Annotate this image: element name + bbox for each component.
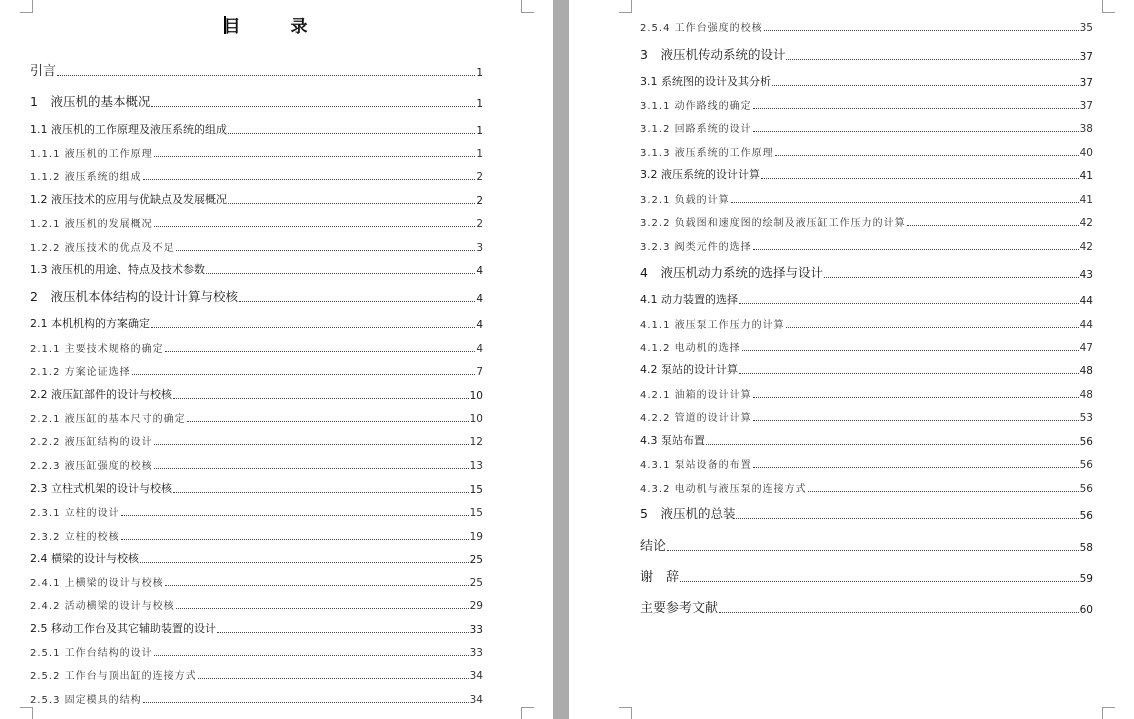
- toc-entry[interactable]: [30, 315, 483, 331]
- dot-leader: [143, 179, 476, 180]
- toc-entry[interactable]: [640, 18, 1093, 34]
- dot-leader: [121, 515, 469, 516]
- toc-entry-title: 2.5 移动工作台及其它辅助装置的设计: [30, 622, 216, 635]
- dot-leader: [132, 374, 476, 375]
- toc-entry[interactable]: [640, 506, 1093, 522]
- dot-leader: [731, 202, 1079, 203]
- dot-leader: [154, 156, 476, 157]
- toc-entry-title: 3.1 系统图的设计及其分析: [640, 75, 771, 88]
- toc-entry[interactable]: [640, 166, 1093, 182]
- toc-entry-title: 3.1.3 液压系统的工作原理: [640, 148, 774, 159]
- toc-entry[interactable]: [30, 386, 483, 402]
- dot-leader: [739, 373, 1079, 374]
- toc-entry[interactable]: [640, 190, 1093, 206]
- toc-entry-title: 3.1.1 动作路线的确定: [640, 101, 752, 112]
- toc-page-number: 37: [1079, 77, 1093, 89]
- toc-entry-title: 2.5.3 固定模具的结构: [30, 695, 142, 706]
- toc-page-number: 48: [1079, 389, 1093, 401]
- toc-page-number: 4: [476, 319, 483, 331]
- toc-entry-title: 2.3 立柱式机架的设计与校核: [30, 482, 172, 495]
- toc-page-number: 25: [469, 554, 483, 566]
- toc-entry-title: 3.1.2 回路系统的设计: [640, 124, 752, 135]
- toc-entry[interactable]: [640, 73, 1093, 89]
- dot-leader: [907, 225, 1079, 226]
- dot-leader: [667, 550, 1079, 551]
- toc-entry-title: 2.1.2 方案论证选择: [30, 367, 131, 378]
- dot-leader: [57, 75, 475, 76]
- toc-page-number: 1: [476, 125, 483, 137]
- toc-entry-title: 3.2.2 负载图和速度图的绘制及液压缸工作压力的计算: [640, 218, 906, 229]
- toc-entry-title: 4.3 泵站布置: [640, 434, 705, 447]
- toc-entry[interactable]: [640, 119, 1093, 135]
- toc-page-number: 34: [469, 670, 483, 682]
- toc-entry[interactable]: [640, 432, 1093, 448]
- dot-leader: [775, 155, 1079, 156]
- toc-entry-title: 4.2.2 管道的设计计算: [640, 413, 752, 424]
- toc-entry[interactable]: [640, 600, 1093, 616]
- toc-entry-title: 4.1.2 电动机的选择: [640, 343, 741, 354]
- toc-entry[interactable]: [30, 214, 483, 230]
- dot-leader: [173, 492, 469, 493]
- dot-leader: [786, 59, 1078, 60]
- toc-entry-title: 2.4.1 上横梁的设计与校核: [30, 578, 164, 589]
- toc-entry[interactable]: [640, 47, 1093, 63]
- toc-page-number: 15: [469, 484, 483, 496]
- toc-entry[interactable]: [30, 144, 483, 160]
- dot-leader: [165, 351, 476, 352]
- dot-leader: [239, 301, 475, 302]
- toc-entry-title: 4 液压机动力系统的选择与设计: [640, 265, 823, 280]
- dot-leader: [753, 467, 1079, 468]
- toc-entry[interactable]: [30, 339, 483, 355]
- page-corner-mark: [1102, 707, 1115, 719]
- toc-entry[interactable]: [30, 362, 483, 378]
- dot-leader: [753, 249, 1079, 250]
- dot-leader: [228, 203, 475, 204]
- toc-page-number: 60: [1079, 604, 1093, 616]
- toc-page-number: 59: [1079, 573, 1093, 585]
- toc-page-number: 37: [1079, 100, 1093, 112]
- toc-entry[interactable]: [640, 265, 1093, 281]
- toc-page-number: 56: [1079, 510, 1093, 522]
- toc-entry-title: 2.5.2 工作台与顶出缸的连接方式: [30, 671, 197, 682]
- toc-entry-title: 4.1 动力装置的选择: [640, 293, 738, 306]
- dot-leader: [764, 30, 1079, 31]
- toc-page-number: 53: [1079, 412, 1093, 424]
- page-corner-mark: [20, 707, 33, 719]
- toc-page-number: 56: [1079, 459, 1093, 471]
- toc-page-number: 34: [469, 694, 483, 706]
- toc-entry[interactable]: [640, 538, 1093, 554]
- dot-leader: [140, 562, 469, 563]
- document-page-right: [569, 0, 1134, 719]
- toc-entry-title: 1.2 液压技术的应用与优缺点及发展概况: [30, 193, 227, 206]
- toc-entry-title: 2.5.1 工作台结构的设计: [30, 648, 153, 659]
- dot-leader: [154, 444, 469, 445]
- toc-page-number: 40: [1079, 147, 1093, 159]
- dot-leader: [154, 226, 476, 227]
- toc-entry-title: 3 液压机传动系统的设计: [640, 47, 786, 62]
- dot-leader: [753, 131, 1079, 132]
- dot-leader: [742, 350, 1079, 351]
- toc-entry-title: 1 液压机的基本概况: [30, 94, 151, 109]
- toc-page-number: 25: [469, 577, 483, 589]
- toc-entry-title: 2.2.2 液压缸结构的设计: [30, 437, 153, 448]
- toc-entry-title: 1.1 液压机的工作原理及液压系统的组成: [30, 123, 227, 136]
- toc-entry[interactable]: [30, 167, 483, 183]
- toc-entry[interactable]: [30, 550, 483, 566]
- toc-entry[interactable]: [640, 291, 1093, 307]
- dot-leader: [151, 106, 475, 107]
- toc-entry-title: 3.2 液压系统的设计计算: [640, 168, 760, 181]
- toc-page-number: 3: [476, 242, 483, 254]
- toc-entry-title: 1.1.2 液压系统的组成: [30, 172, 142, 183]
- toc-entry[interactable]: [30, 620, 483, 636]
- toc-page-number: 19: [469, 531, 483, 543]
- dot-leader: [753, 108, 1079, 109]
- dot-leader: [151, 327, 475, 328]
- toc-entry[interactable]: [640, 408, 1093, 424]
- toc-entry[interactable]: [30, 63, 483, 79]
- toc-entry[interactable]: [30, 409, 483, 425]
- toc-entry-title: 4.2 泵站的设计计算: [640, 363, 738, 376]
- toc-entry-title: 2.1 本机机构的方案确定: [30, 317, 150, 330]
- toc-page-number: 13: [469, 460, 483, 472]
- toc-page-number: 37: [1079, 51, 1093, 63]
- toc-entry[interactable]: [640, 569, 1093, 585]
- toc-page-number: 7: [476, 366, 483, 378]
- dot-leader: [680, 581, 1079, 582]
- dot-leader: [176, 250, 476, 251]
- toc-page-number: 4: [476, 343, 483, 355]
- toc-page-number: 4: [476, 265, 483, 277]
- toc-entry-title: 谢 辞: [640, 570, 680, 585]
- toc-page-number: 44: [1079, 319, 1093, 331]
- dot-leader: [154, 655, 469, 656]
- toc-entry[interactable]: [30, 432, 483, 448]
- dot-leader: [736, 518, 1078, 519]
- dot-leader: [753, 397, 1079, 398]
- dot-leader: [217, 632, 469, 633]
- dot-leader: [739, 303, 1079, 304]
- toc-page-number: 15: [469, 507, 483, 519]
- toc-page-number: 33: [469, 624, 483, 636]
- toc-page-number: 12: [469, 436, 483, 448]
- toc-entry-title: 引言: [30, 64, 57, 79]
- toc-entry[interactable]: [640, 361, 1093, 377]
- dot-leader: [121, 539, 469, 540]
- toc-entry-title: 4.1.1 液压泵工作压力的计算: [640, 320, 785, 331]
- toc-entry[interactable]: [640, 455, 1093, 471]
- toc-page-number: 4: [476, 293, 483, 305]
- toc-entry[interactable]: [30, 121, 483, 137]
- toc-entry[interactable]: [30, 596, 483, 612]
- toc-page-number: 56: [1079, 483, 1093, 495]
- toc-page-number: 2: [476, 195, 483, 207]
- toc-page-number: 1: [476, 98, 483, 110]
- toc-entry[interactable]: [30, 503, 483, 519]
- toc-entry[interactable]: [30, 191, 483, 207]
- dot-leader: [176, 608, 469, 609]
- toc-title: 目 录: [223, 17, 330, 37]
- toc-page-number: 2: [476, 171, 483, 183]
- toc-entry-title: 2.3.2 立柱的校核: [30, 532, 120, 543]
- dot-leader: [706, 444, 1079, 445]
- toc-entry[interactable]: [30, 690, 483, 706]
- dot-leader: [165, 585, 469, 586]
- page-corner-mark: [1102, 0, 1115, 13]
- toc-page-number: 1: [476, 148, 483, 160]
- dot-leader: [206, 273, 475, 274]
- toc-entry-title: 4.3.2 电动机与液压泵的连接方式: [640, 484, 807, 495]
- toc-page-number: 35: [1079, 22, 1093, 34]
- toc-entry-title: 2.2.3 液压缸强度的校核: [30, 461, 153, 472]
- toc-entry[interactable]: [30, 527, 483, 543]
- toc-page-number: 41: [1079, 194, 1093, 206]
- dot-leader: [719, 612, 1079, 613]
- toc-entry-title: 2.4.2 活动横梁的设计与校核: [30, 601, 175, 612]
- toc-page-number: 2: [476, 218, 483, 230]
- toc-entry[interactable]: [640, 237, 1093, 253]
- page-corner-mark: [521, 707, 534, 719]
- document-page-left: [0, 0, 553, 719]
- dot-leader: [173, 398, 469, 399]
- toc-entry[interactable]: [640, 96, 1093, 112]
- toc-page-number: 42: [1079, 241, 1093, 253]
- toc-page-number: 41: [1079, 170, 1093, 182]
- dot-leader: [753, 420, 1079, 421]
- toc-entry-title: 2.4 横梁的设计与校核: [30, 552, 139, 565]
- toc-entry[interactable]: [640, 338, 1093, 354]
- toc-entry[interactable]: [30, 94, 483, 110]
- toc-entry-title: 3.2.1 负载的计算: [640, 195, 730, 206]
- dot-leader: [761, 178, 1079, 179]
- toc-entry-title: 4.2.1 油箱的设计计算: [640, 390, 752, 401]
- toc-entry[interactable]: [640, 479, 1093, 495]
- toc-entry[interactable]: [30, 456, 483, 472]
- toc-entry-title: 2 液压机本体结构的设计计算与校核: [30, 289, 238, 304]
- toc-page-number: 58: [1079, 542, 1093, 554]
- toc-page-number: 29: [469, 600, 483, 612]
- toc-entry[interactable]: [30, 480, 483, 496]
- toc-entry-title: 5 液压机的总装: [640, 506, 736, 521]
- dot-leader: [143, 702, 469, 703]
- toc-entry[interactable]: [640, 143, 1093, 159]
- toc-entry-title: 结论: [640, 539, 667, 554]
- toc-page-number: 33: [469, 647, 483, 659]
- toc-entry[interactable]: [30, 238, 483, 254]
- toc-entry[interactable]: [30, 289, 483, 305]
- toc-page-number: 1: [476, 67, 483, 79]
- toc-entry-title: 1.1.1 液压机的工作原理: [30, 149, 153, 160]
- toc-page-number: 38: [1079, 123, 1093, 135]
- dot-leader: [154, 468, 469, 469]
- toc-entry-title: 4.3.1 泵站设备的布置: [640, 460, 752, 471]
- toc-page-number: 42: [1079, 217, 1093, 229]
- toc-entry[interactable]: [30, 643, 483, 659]
- toc-entry-title: 主要参考文献: [640, 601, 719, 616]
- toc-entry-title: 1.3 液压机的用途、特点及技术参数: [30, 263, 205, 276]
- dot-leader: [808, 491, 1079, 492]
- toc-page-number: 56: [1079, 436, 1093, 448]
- toc-entry[interactable]: [30, 261, 483, 277]
- toc-page-number: 44: [1079, 295, 1093, 307]
- toc-entry-title: 2.5.4 工作台强度的校核: [640, 23, 763, 34]
- toc-entry-title: 1.2.1 液压机的发展概况: [30, 219, 153, 230]
- toc-entry-title: 2.3.1 立柱的设计: [30, 508, 120, 519]
- toc-page-number: 10: [469, 413, 483, 425]
- toc-entry[interactable]: [640, 213, 1093, 229]
- toc-entry-title: 2.1.1 主要技术规格的确定: [30, 344, 164, 355]
- toc-entry-title: 3.2.3 阀类元件的选择: [640, 242, 752, 253]
- toc-entry-title: 2.2 液压缸部件的设计与校核: [30, 388, 172, 401]
- toc-entry-title: 1.2.2 液压技术的优点及不足: [30, 243, 175, 254]
- toc-page-number: 47: [1079, 342, 1093, 354]
- toc-page-number: 48: [1079, 365, 1093, 377]
- dot-leader: [198, 678, 469, 679]
- dot-leader: [187, 421, 469, 422]
- toc-page-number: 43: [1079, 269, 1093, 281]
- toc-entry[interactable]: [640, 315, 1093, 331]
- toc-entry-title: 2.2.1 液压缸的基本尺寸的确定: [30, 414, 186, 425]
- dot-leader: [786, 327, 1079, 328]
- toc-page-number: 10: [469, 390, 483, 402]
- toc-entry[interactable]: [30, 666, 483, 682]
- page-corner-mark: [619, 0, 632, 13]
- page-corner-mark: [619, 707, 632, 719]
- dot-leader: [772, 85, 1079, 86]
- dot-leader: [228, 133, 475, 134]
- dot-leader: [824, 277, 1079, 278]
- toc-entry[interactable]: [30, 573, 483, 589]
- toc-entry[interactable]: [640, 385, 1093, 401]
